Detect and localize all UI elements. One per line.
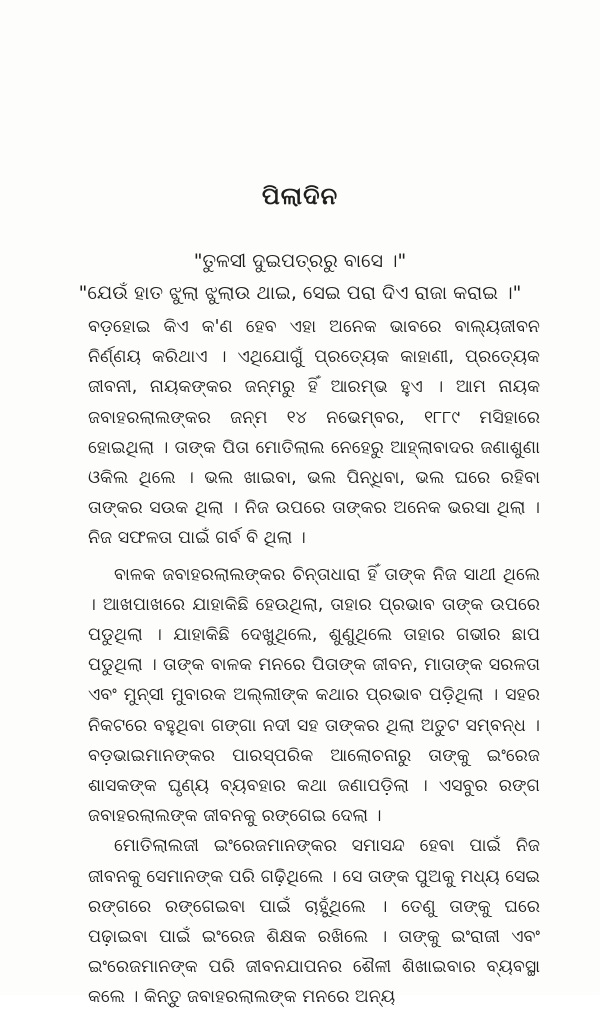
paragraph-3: ମୋତିଲାଲଜୀ ଇଂରେଜମାନଙ୍କର ସମାସନ୍ଦ ହେବା ପାଇଁ ନିଜ ଜୀବନକୁ ସେମାନଙ୍କ ପରି ଗଢ଼ିଥିଲେ । ସେ ତାଙ୍କ ପୁଅକୁ ମଧ୍ୟ ସେଇ ରଙ୍ଗରେ ରଙ୍ଗେଇବା ପାଇଁ ଚାହୁଁଥିଲେ । ତେଣୁ ତାଙ୍କୁ ଘରେ ପଢ଼ାଇବା ପାଇଁ ଇଂରେଜ ଶିକ୍ଷକ ରଖିଲେ । ତାଙ୍କୁ ଇଂରାଜୀ ଏବଂ ଇଂରେଜମାନଙ୍କ ପରି ଜୀବନଯାପନର ଶୈଳୀ ଶିଖାଇବାର ବ୍ୟବସ୍ଥା କଲେ । କିନ୍ତୁ ଜବାହରଲାଲଙ୍କ ମନରେ ଅନ୍ୟ (88, 836, 540, 1008)
chapter-body (88, 312, 540, 1013)
epigraph-line-2: "ଯେଉଁ ହାତ ଝୁଲା ଝୁଲାଉ ଥାଇ, ସେଇ ପରା ଦିଏ ରାଜା କରାଇ ।" (78, 282, 522, 304)
paragraph-1: ବଡ଼ହୋଇ କିଏ କ'ଣ ହେବ ଏହା ଅନେକ ଭାବରେ ବାଲ୍ୟଜୀବନ ନିର୍ଣ୍ଣୟ କରିଥାଏ । ଏଥିଯୋଗୁଁ ପ୍ରତ୍ୟେକ କାହାଣୀ, ପ୍ରତ୍ୟେକ ଜୀବନୀ, ନାୟକଙ୍କର ଜନ୍ମରୁ ହିଁ ଆରମ୍ଭ ହୁଏ । ଆମ ନାୟକ ଜବାହରଲାଲଙ୍କର ଜନ୍ମ ୧୪ ନଭେମ୍ବର, ୧୮୮୯ ମସିହାରେ ହୋଇଥିଲା । ତାଙ୍କ ପିତା ମୋତିଲାଲ ନେହେରୁ ଆହ୍ଲାବାଦର ଜଣାଶୁଣା ଓକିଲ ଥିଲେ । ଭଲ ଖାଇବା, ଭଲ ପିନ୍ଧିବା, ଭଲ ଘରେ ରହିବା ତାଙ୍କର ସଉକ ଥିଲା । ନିଜ ଉପରେ ତାଙ୍କର ଅନେକ ଭରସା ଥିଲା । ନିଜ ସଫଳତା ପାଇଁ ଗର୍ବ ବି ଥିଲା । (88, 317, 540, 549)
chapter-title: ପିଲାଦିନ (261, 182, 339, 210)
epigraph-line-1: "ତୁଳସୀ ଦୁଇପତ୍ରରୁ ବାସେ ।" (193, 250, 407, 272)
paragraph-2: ବାଳକ ଜବାହରଲାଲଙ୍କର ଚିନ୍ତାଧାରା ହିଁ ତାଙ୍କ ନିଜ ସାଥୀ ଥିଲେ । ଆଖପାଖରେ ଯାହାକିଛି ହେଉଥିଲା, ତାହାର ପ୍ରଭାବ ତାଙ୍କ ଉପରେ ପଡୁଥିଲା । ଯାହାକିଛି ଦେଖୁଥିଲେ, ଶୁଣୁଥିଲେ ତାହାର ଗଭୀର ଛାପ ପଡୁଥିଲା । ତାଙ୍କ ବାଳକ ମନରେ ପିତାଙ୍କ ଜୀବନ, ମାତାଙ୍କ ସରଳତା ଏବଂ ମୁନ୍ସୀ ମୁବାରକ ଅଲ୍ଲୀଙ୍କ କଥାର ପ୍ରଭାବ ପଡ଼ିଥିଲା । ସହର ନିକଟରେ ବହୁଥିବା ଗଙ୍ଗା ନଦୀ ସହ ତାଙ୍କର ଥିଲା ଅତୁଟ ସମ୍ବନ୍ଧ । ବଡ଼ଭାଇମାନଙ୍କର ପାରସ୍ପରିକ ଆଲୋଚନାରୁ ତାଙ୍କୁ ଇଂରେଜ ଶାସକଙ୍କ ଘୃଣ୍ୟ ବ୍ୟବହାର କଥା ଜଣାପଡ଼ିଲା । ଏସବୁର ରଙ୍ଗ ଜବାହରଲାଲଙ୍କ ଜୀବନକୁ ରଙ୍ଗେଇ ଦେଲା । (88, 564, 540, 827)
